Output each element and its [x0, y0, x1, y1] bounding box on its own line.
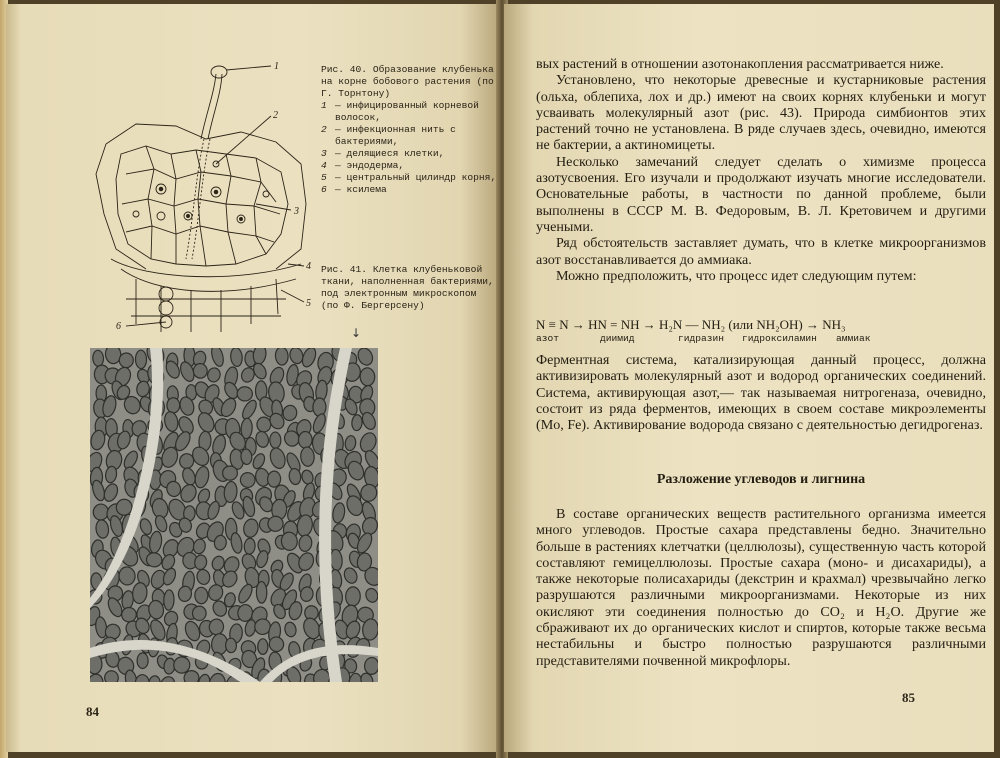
page-number: 85: [902, 690, 915, 705]
formula-label: аммиак: [836, 333, 871, 344]
micrograph-cell: [92, 350, 103, 367]
micrograph-cell: [351, 414, 362, 430]
micrograph-cell: [137, 653, 148, 669]
micrograph-cell: [270, 432, 281, 448]
right-page: [504, 4, 994, 752]
micrograph-cell: [258, 639, 268, 655]
micrograph-cell: [257, 417, 272, 433]
micrograph-cell: [256, 581, 267, 603]
micrograph-cell: [298, 431, 312, 448]
formula-label: диимид: [600, 333, 635, 344]
fig40-legend-item: 3 — делящиеся клетки,: [321, 148, 445, 159]
formula-label: гидразин: [678, 333, 725, 344]
reaction-formula: [536, 317, 986, 345]
paragraph: Ряд обстоятельств заставляет думать, что в клетке микроорганизмов азот восстанавливается до аммиака.: [536, 235, 986, 268]
micrograph-cell: [163, 590, 174, 611]
paragraph: Несколько замечаний следует сделать о химизме процесса азотусвоения. Его изучали и продолжают изучать многие исследователи. Основательные работы, в частности по данной проблеме, были выполнены в СССР М. В. Федоровым, В. Л. Кретовичем и другими учеными.: [536, 153, 986, 235]
micrograph-cell: [119, 353, 133, 368]
fig41-title: Рис. 41. Клетка клубеньковой ткани, наполненная бактериями, под электронным микроскопом (по Ф. Бергерсену): [321, 264, 494, 311]
paragraph: Можно предположить, что процесс идет следующим путем:: [556, 267, 917, 284]
fig40-label: 1: [274, 61, 279, 72]
formula-label: азот: [536, 333, 560, 344]
left-page: [6, 4, 500, 752]
micrograph-cell: [195, 587, 209, 604]
fig40-label: 6: [116, 321, 121, 332]
micrograph-cell: [237, 386, 253, 401]
micrograph-cell: [222, 466, 237, 481]
micrograph-cell: [146, 552, 163, 567]
micrograph-cell: [360, 367, 376, 386]
page-number: 84: [86, 704, 99, 719]
fig40-legend-item: 4 — эндодерма,: [321, 160, 405, 171]
paragraph: вых растений в отношении азотонакопления рассматривается ниже.: [536, 56, 944, 72]
text-block-upper: [536, 56, 986, 284]
formula-label: гидроксиламин: [742, 333, 817, 344]
paragraph: Ферментная система, катализирующая данный процесс, должна активизировать молекулярный азот и водород органических соединений. Система, активирующая азот,— так называемая нитрогеназа, очевидно, состоит из ряда ферментов, имеющих в своем составе микроэлементы (Mo, Fe). Активирование водорода связано с деятельностью дегидрогеназ.: [536, 352, 986, 434]
fig41-micrograph: [90, 348, 378, 682]
paragraph: Установлено, что некоторые древесные и кустарниковые растения (ольха, облепиха, лох и др.) имеют на своих корнях клубеньки и могут усваивать молекулярный азот (рис. 43). Природа симбионтов этих растений точно не установлена. В ряде случаев здесь, очевидно, имеются не бактерии, а актиномицеты.: [536, 72, 986, 154]
fig40-legend-item: 1 — инфицированный корневой волосок,: [321, 100, 479, 123]
fig40-legend-item: 5 — центральный цилиндр корня,: [321, 172, 497, 183]
formula-labels: [536, 333, 986, 345]
section-heading: Разложение углеводов и лигнина: [656, 472, 866, 487]
fig40-legend-item: 2 — инфекционная нить с бактериями,: [321, 124, 456, 147]
arrow-down-icon: ↓: [351, 326, 362, 340]
fig40-drawing: [66, 54, 326, 334]
micrograph-cell: [135, 350, 146, 369]
fig41-caption: [321, 264, 499, 312]
fig40-title: Рис. 40. Образование клубенька на корне бобового растения (по Г. Торнтону): [321, 64, 494, 99]
formula-line: N ≡ N → HN = NH → H₂N — NH₂ (или NH₂OH) → NH₃: [536, 317, 846, 332]
fig40-caption: [321, 64, 499, 196]
text-block-lower: [536, 506, 986, 669]
micrograph-cell: [345, 587, 360, 607]
fig40-label: 3: [294, 206, 299, 217]
fig40-label: 2: [273, 110, 278, 121]
micrograph-cell: [193, 606, 207, 620]
fig40-label: 5: [306, 298, 311, 309]
micrograph-cell: [167, 398, 180, 413]
paragraph: В составе органических веществ растительного организма имеется много углеводов. Простые сахара представлены бедно. Значительно больше в растениях клетчатки (целлюлозы), существенную часть которой составляют гемицеллюлозы. Простые сахара (моно- и дисахариды), а также некоторые полисахариды (декстрин и крахмал) чрезвычайно легко разрушаются различными микроорганизмами. Некоторые из них окисляют эти соединения полностью до CO₂ и H₂O. Другие же сбраживают их до органических кислот и спиртов, которые также весьма нестабильны и быстро полностью разрушаются различными представителями почвенной микрофлоры.: [536, 506, 986, 669]
text-block-middle: [536, 352, 986, 433]
fig40-label: 4: [306, 261, 311, 272]
micrograph-cell: [225, 638, 237, 653]
micrograph-cell: [313, 398, 327, 417]
fig40-legend-item: 6 — ксилема: [321, 184, 387, 195]
micrograph-cell: [364, 657, 378, 674]
